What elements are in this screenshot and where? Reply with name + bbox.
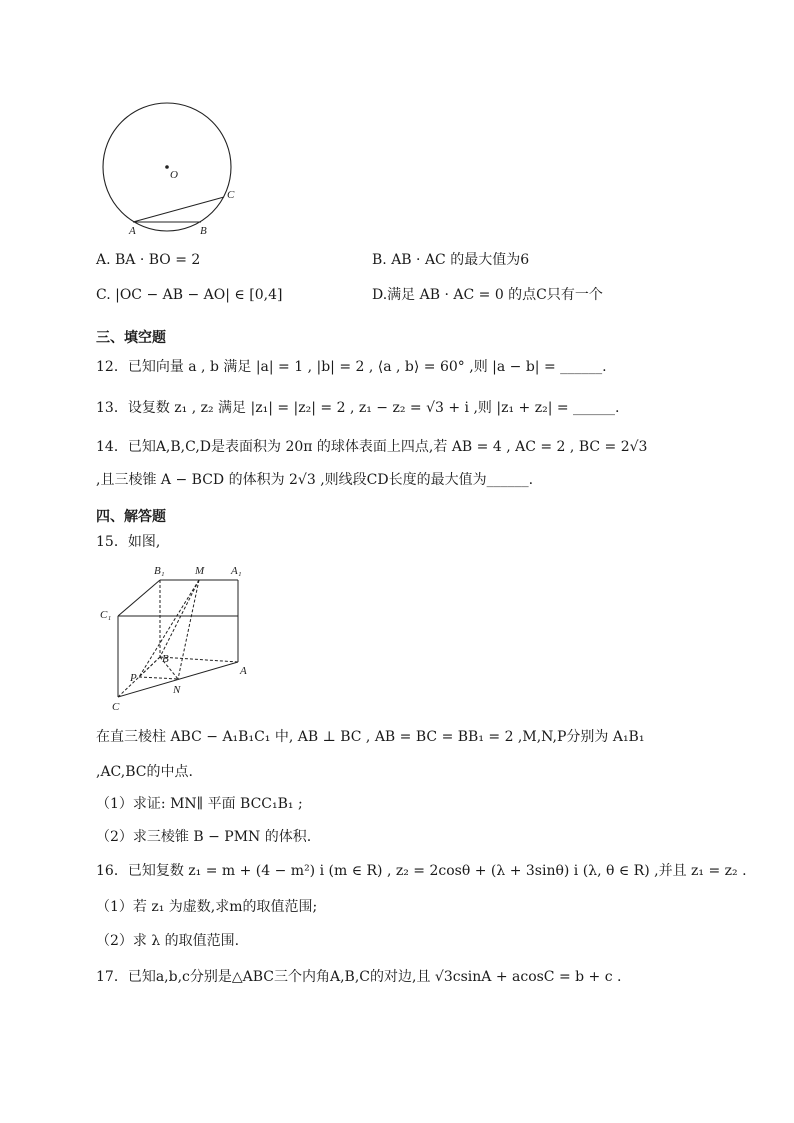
label-c: C bbox=[227, 189, 235, 201]
circle-figure bbox=[96, 100, 246, 240]
label-b: B bbox=[200, 225, 207, 237]
section-title-answers: 四、解答题 bbox=[96, 509, 166, 525]
label-c: C bbox=[112, 701, 120, 713]
label-o: O bbox=[170, 169, 178, 181]
option-b: B. AB · AC 的最大值为6 bbox=[372, 252, 530, 268]
question-16-part1: （1）若 z₁ 为虚数,求m的取值范围; bbox=[96, 899, 318, 915]
question-14-line2: ,且三棱锥 A − BCD 的体积为 2√3 ,则线段CD长度的最大值为______. bbox=[96, 472, 534, 488]
question-16-part2: （2）求 λ 的取值范围. bbox=[96, 933, 240, 949]
label-a1: A₁ bbox=[231, 565, 242, 577]
label-b: B bbox=[162, 653, 169, 665]
label-b1: B₁ bbox=[154, 565, 165, 577]
question-17: 17．已知a,b,c分别是△ABC三个内角A,B,C的对边,且 √3csinA + acosC = b + c . bbox=[96, 969, 622, 985]
label-p: P bbox=[130, 672, 137, 684]
label-a: A bbox=[240, 665, 247, 677]
label-a: A bbox=[129, 225, 136, 237]
option-d: D.满足 AB · AC = 0 的点C只有一个 bbox=[372, 287, 603, 303]
section-title-fill-blank: 三、填空题 bbox=[96, 330, 166, 346]
question-16-stem: 16．已知复数 z₁ = m + (4 − m²) i (m ∈ R) , z₂ = 2cosθ + (λ + 3sinθ) i (λ, θ ∈ R) ,并且 z₁ = z₂ . bbox=[96, 863, 747, 879]
question-14-line1: 14．已知A,B,C,D是表面积为 20π 的球体表面上四点,若 AB = 4 , AC = 2 , BC = 2√3 bbox=[96, 439, 648, 455]
question-13: 13．设复数 z₁ , z₂ 满足 |z₁| = |z₂| = 2 , z₁ − z₂ = √3 + i ,则 |z₁ + z₂| = ______. bbox=[96, 400, 620, 416]
question-15-text2: ,AC,BC的中点. bbox=[96, 764, 193, 780]
chord-ac bbox=[133, 197, 224, 222]
question-15-part1: （1）求证: MN∥ 平面 BCC₁B₁ ; bbox=[96, 796, 303, 812]
question-15-intro: 15．如图, bbox=[96, 534, 161, 550]
question-12: 12．已知向量 a , b 满足 |a| = 1 , |b| = 2 , ⟨a , b⟩ = 60° ,则 |a − b| = ______. bbox=[96, 359, 607, 375]
question-15-text1: 在直三棱柱 ABC − A₁B₁C₁ 中, AB ⊥ BC , AB = BC = BB₁ = 2 ,M,N,P分别为 A₁B₁ bbox=[96, 729, 645, 745]
option-c: C. |OC − AB − AO| ∈ [0,4] bbox=[96, 287, 283, 303]
question-15-part2: （2）求三棱锥 B − PMN 的体积. bbox=[96, 829, 312, 845]
prism-figure bbox=[96, 560, 266, 715]
label-m: M bbox=[195, 565, 205, 577]
label-c1: C₁ bbox=[100, 609, 112, 621]
option-a: A. BA · BO = 2 bbox=[96, 252, 201, 268]
center-point bbox=[165, 165, 169, 169]
label-n: N bbox=[173, 684, 181, 696]
